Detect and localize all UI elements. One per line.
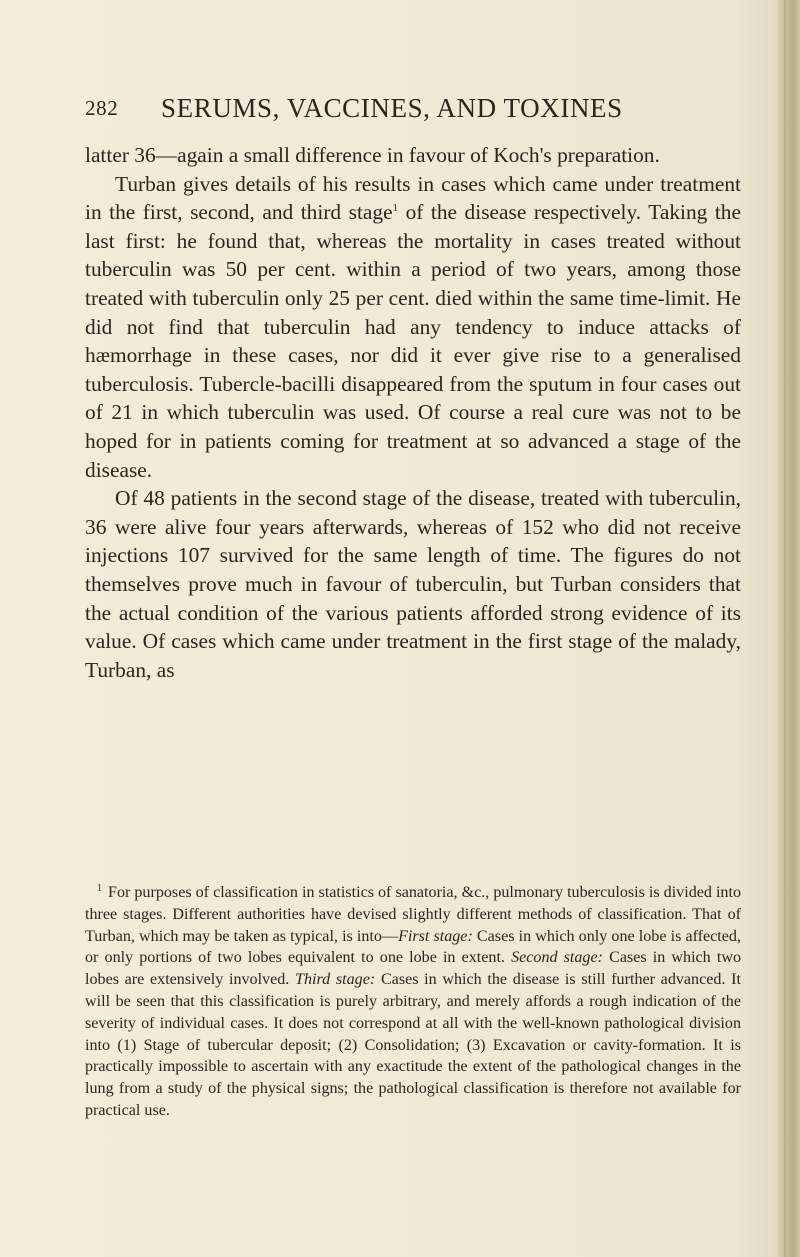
footnote-mark: 1 [97,883,102,894]
footnote-text-c: Cases in which two lobes are extensively involved. [85,949,741,989]
paragraph-2-part-b: of the disease respectively. Taking the last first: he found that, whereas the mortality in cases treated without tuberculin was 50 per cent. within a period of two years, among those treated with tuberculin only 25 per cent. died within the same time-limit. He did not find that tuberculin had any tendency to induce attacks of hæmorrhage in these cases, nor did it ever give rise to a generalised tuberculosis. Tubercle-bacilli disappeared from the sputum in four cases out of 21 in which tuberculin was used. Of course a real cure was not to be hoped for in patients coming for treatment at so advanced a stage of the disease. [85,200,741,482]
footnote-paragraph [85,882,741,1122]
running-header [85,93,765,129]
paragraph-2 [85,170,741,485]
first-stage-label: First stage: [398,927,473,945]
page-edge-line [784,0,786,1257]
paragraph-3: Of 48 patients in the second stage of the disease, treated with tuberculin, 36 were alive four years afterwards, whereas of 152 who did not receive injections 107 survived for the same length of time. The figures do not themselves prove much in favour of tuberculin, but Turban considers that the actual condition of the various patients afforded strong evidence of its value. Of cases which came under treatment in the first stage of the malady, Turban, as [85,486,741,682]
footnote [85,882,741,1122]
third-stage-label: Third stage: [295,971,376,989]
paragraph-1: latter 36—again a small difference in favour of Koch's preparation. [85,143,660,167]
body-text [85,141,741,684]
page-number: 282 [85,96,119,120]
footnote-text-d: Cases in which the disease is still further advanced. It will be seen that this classification is purely arbitrary, and merely affords a rough indication of the severity of individual cases. It does not correspond at all with the well-known pathological division into (1) Stage of tubercular deposit; (2) Consolidation; (3) Excavation or cavity-formation. It is practically impossible to ascertain with any exactitude the extent of the pathological changes in the lung from a study of the physical signs; the pathological classification is therefore not available for practical use. [85,971,741,1119]
footnote-reference: 1 [392,202,399,215]
second-stage-label: Second stage: [511,949,603,967]
footnote-text-a: For purposes of classification in statistics of sanatoria, &c., pulmonary tuberculosis is divided into three stages. Different authorities have devised slightly different methods of classification. That of Turban, which may be taken as typical, is into— [85,884,741,945]
running-title: SERUMS, VACCINES, AND TOXINES [161,93,623,123]
footnote-text-b: Cases in which only one lobe is affected, or only portions of two lobes equivalent to one lobe in extent. [85,927,741,967]
page-edge-shadow [778,0,800,1257]
paragraph-2-part-a: Turban gives details of his results in cases which came under treatment in the first, second, and third stage [85,171,741,225]
